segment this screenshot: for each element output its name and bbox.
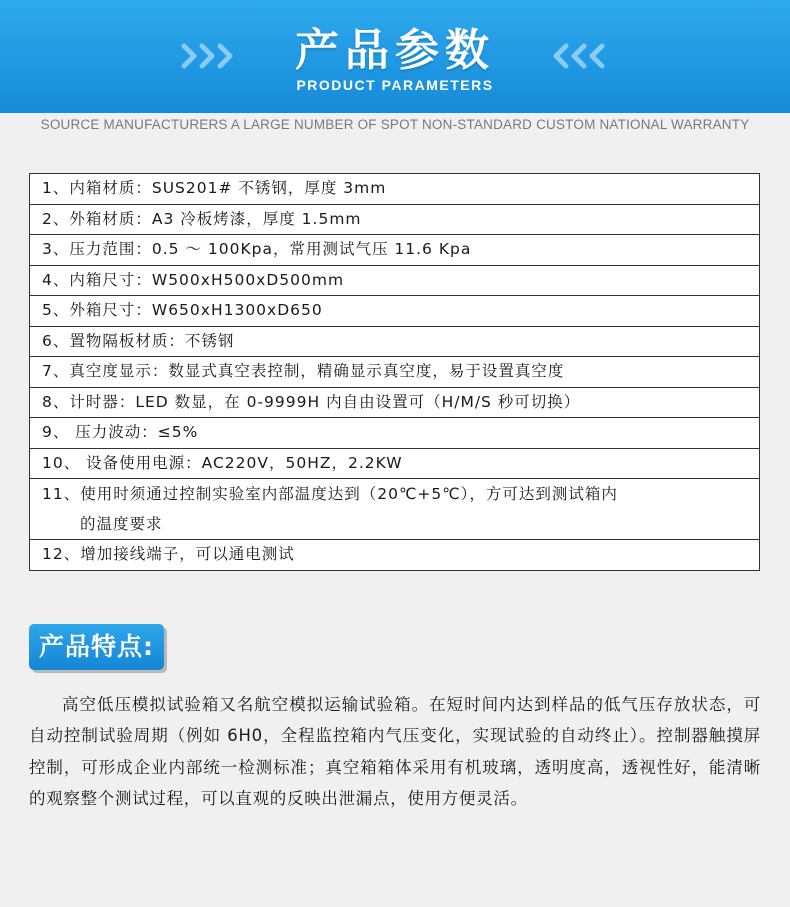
chevron-left-icon <box>548 40 608 72</box>
table-cell: 3、压力范围：0.5 ～ 100Kpa，常用测试气压 11.6 Kpa <box>30 235 760 266</box>
table-cell: 7、真空度显示：数显式真空表控制，精确显示真空度，易于设置真空度 <box>30 357 760 388</box>
table-row <box>30 387 760 418</box>
tagline: SOURCE MANUFACTURERS A LARGE NUMBER OF SPOT NON-STANDARD CUSTOM NATIONAL WARRANTY <box>40 117 750 132</box>
features-description: 高空低压模拟试验箱又名航空模拟运输试验箱。在短时间内达到样品的低气压存放状态，可自动控制试验周期（例如 6H0，全程监控箱内气压变化，实现试验的自动终止）。控制器触摸屏控制，可形成企业内部统一检测标准；真空箱箱体采用有机玻璃，透明度高，透视性好，能清晰的观察整个测试过程，可以直观的反映出泄漏点，使用方便灵活。 <box>29 695 761 808</box>
table-cell: 9、 压力波动：≤5% <box>30 418 760 449</box>
table-row <box>30 265 760 296</box>
table-cell: 2、外箱材质：A3 冷板烤漆，厚度 1.5mm <box>30 204 760 235</box>
page-title: 产品参数 <box>295 25 495 76</box>
table-cell: 4、内箱尺寸：W500xH500xD500mm <box>30 265 760 296</box>
table-row <box>30 479 760 540</box>
table-cell: 6、置物隔板材质：不锈钢 <box>30 326 760 357</box>
table-row <box>30 418 760 449</box>
table-cell <box>30 479 760 540</box>
table-row <box>30 540 760 571</box>
table-row <box>30 235 760 266</box>
table-row <box>30 357 760 388</box>
features-heading: 产品特点: <box>29 624 164 670</box>
table-cell-line: 11、使用时须通过控制实验室内部温度达到（20℃+5℃），方可达到测试箱内 <box>42 485 618 503</box>
table-cell: 5、外箱尺寸：W650xH1300xD650 <box>30 296 760 327</box>
table-row <box>30 326 760 357</box>
parameters-table <box>29 173 760 571</box>
table-row <box>30 296 760 327</box>
header-banner <box>0 0 790 113</box>
table-row <box>30 174 760 205</box>
table-cell: 10、 设备使用电源：AC220V，50HZ，2.2KW <box>30 448 760 479</box>
page-subtitle: PRODUCT PARAMETERS <box>296 77 494 93</box>
table-row <box>30 204 760 235</box>
table-cell: 12、增加接线端子，可以通电测试 <box>30 540 760 571</box>
table-cell-line: 的温度要求 <box>80 515 163 533</box>
table-cell: 1、内箱材质：SUS201# 不锈钢，厚度 3mm <box>30 174 760 205</box>
table-row <box>30 448 760 479</box>
table-cell: 8、计时器：LED 数显，在 0-9999H 内自由设置可（H/M/S 秒可切换） <box>30 387 760 418</box>
